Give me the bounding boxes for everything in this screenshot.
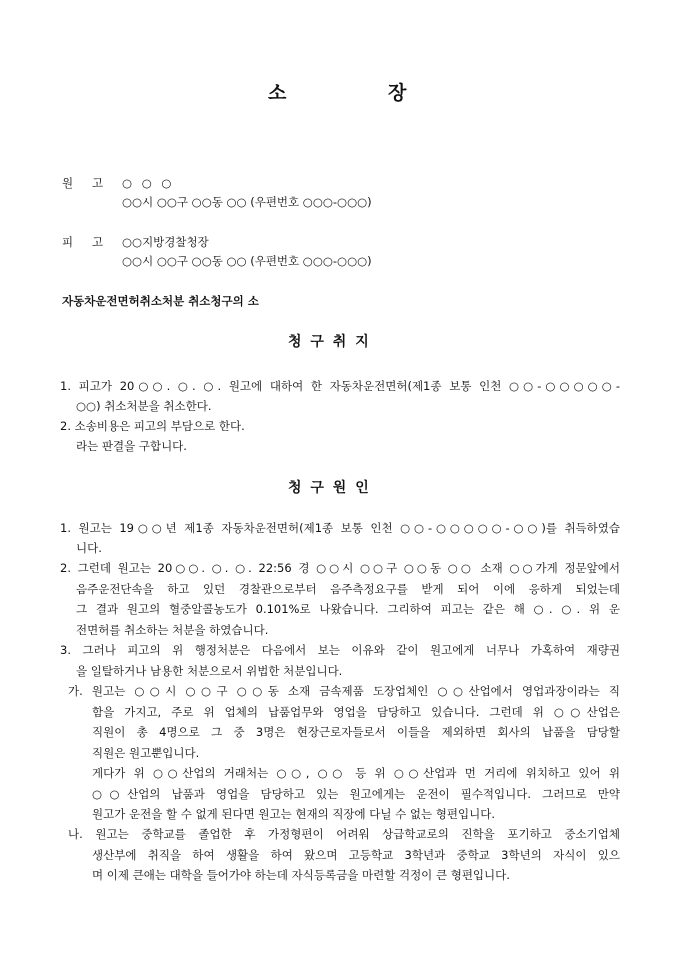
cause-sub-a-line-2: 함을 가지고, 주로 위 업체의 납품업무와 영업을 담당하고 있습니다. 그런데 위 ○○산업은 xyxy=(92,705,620,719)
defendant-label-1: 피 xyxy=(62,235,74,249)
cause-p3-line-1: 3. 그러나 피고의 위 행정처분은 다음에서 보는 이유와 같이 원고에게 너무나 가혹하여 재량권 xyxy=(60,643,620,657)
claim-purpose-heading: 청 구 취 지 xyxy=(288,334,369,350)
title-char-1: 소 xyxy=(268,82,287,104)
cause-sub-a-line-7: 원고가 운전을 할 수 없게 된다면 원고는 현재의 직장에 다닐 수 없는 형편입니다. xyxy=(92,807,496,821)
cause-sub-b-line-3: 며 이제 큰애는 대학을 들어가야 하는데 자식등록금을 마련할 걱정이 큰 형편입니다. xyxy=(92,868,510,882)
claim-purpose-item-1-line-2: ○○) 취소처분을 취소한다. xyxy=(76,399,212,413)
cause-sub-b-line-2: 생산부에 취직을 하여 생활을 하여 왔으며 고등학교 3학년과 중학교 3학년의 자식이 있으 xyxy=(92,848,620,862)
cause-sub-a-line-4: 직원은 원고뿐입니다. xyxy=(92,746,200,760)
plaintiff-address: ○○시 ○○구 ○○동 ○○ (우편번호 ○○○-○○○) xyxy=(122,195,372,209)
defendant-label-2: 고 xyxy=(92,235,104,249)
cause-p2-line-2: 음주운전단속을 하고 있던 경찰관으로부터 음주측정요구를 받게 되어 이에 응하게 되었는데 xyxy=(76,582,620,596)
cause-p2-line-3: 그 결과 원고의 혈중알콜농도가 0.101%로 나왔습니다. 그리하여 피고는 같은 해 ○. ○. 위 운 xyxy=(76,602,620,616)
claim-purpose-item-1-line-1: 1. 피고가 20○○. ○. ○. 원고에 대하여 한 자동차운전면허(제1종 보통 인천 ○○-○○○○○- xyxy=(60,379,620,393)
cause-sub-a-line-6: ○○산업의 납품과 영업을 담당하고 있는 원고에게는 운전이 필수적입니다. 그러므로 만약 xyxy=(92,787,620,801)
claim-purpose-item-2: 2. 소송비용은 피고의 부담으로 한다. xyxy=(60,419,245,433)
cause-p2-line-1: 2. 그런데 원고는 20○○. ○. ○. 22:56 경 ○○시 ○○구 ○○동 ○○ 소재 ○○가게 정문앞에서 xyxy=(60,561,620,575)
cause-sub-a-line-3: 직원이 총 4명으로 그 중 3명은 현장근로자들로서 이들을 제외하면 회사의 납품을 담당할 xyxy=(92,725,620,739)
plaintiff-label-1: 원 xyxy=(62,176,74,190)
claim-purpose-closing: 라는 판결을 구합니다. xyxy=(76,439,187,453)
claim-cause-heading: 청 구 원 인 xyxy=(288,480,369,496)
cause-sub-a-line-5: 게다가 위 ○○산업의 거래처는 ○○, ○○ 등 위 ○○산업과 먼 거리에 위치하고 있어 위 xyxy=(92,766,620,780)
plaintiff-name: ○ ○ ○ xyxy=(122,176,172,190)
cause-p1-line-2: 니다. xyxy=(76,541,102,555)
defendant-name: ○○지방경찰청장 xyxy=(122,235,209,249)
cause-p1-line-1: 1. 원고는 19○○년 제1종 자동차운전면허(제1종 보통 인천 ○○-○○○○○-○○)를 취득하였습 xyxy=(60,521,620,535)
title-char-2: 장 xyxy=(388,82,407,104)
cause-sub-b-line-1: 나. 원고는 중학교를 졸업한 후 가정형편이 어려워 상급학교로의 진학을 포기하고 중소기업체 xyxy=(68,827,620,841)
plaintiff-label-2: 고 xyxy=(92,176,104,190)
cause-p2-line-4: 전면허를 취소하는 처분을 하였습니다. xyxy=(76,623,269,637)
defendant-address: ○○시 ○○구 ○○동 ○○ (우편번호 ○○○-○○○) xyxy=(122,254,372,268)
case-title: 자동차운전면허취소처분 취소청구의 소 xyxy=(62,294,259,308)
cause-p3-line-2: 을 일탈하거나 남용한 처분으로서 위법한 처분입니다. xyxy=(76,664,343,678)
cause-sub-a-line-1: 가. 원고는 ○○시 ○○구 ○○동 소재 금속제품 도장업체인 ○○산업에서 영업과장이라는 직 xyxy=(68,684,620,698)
